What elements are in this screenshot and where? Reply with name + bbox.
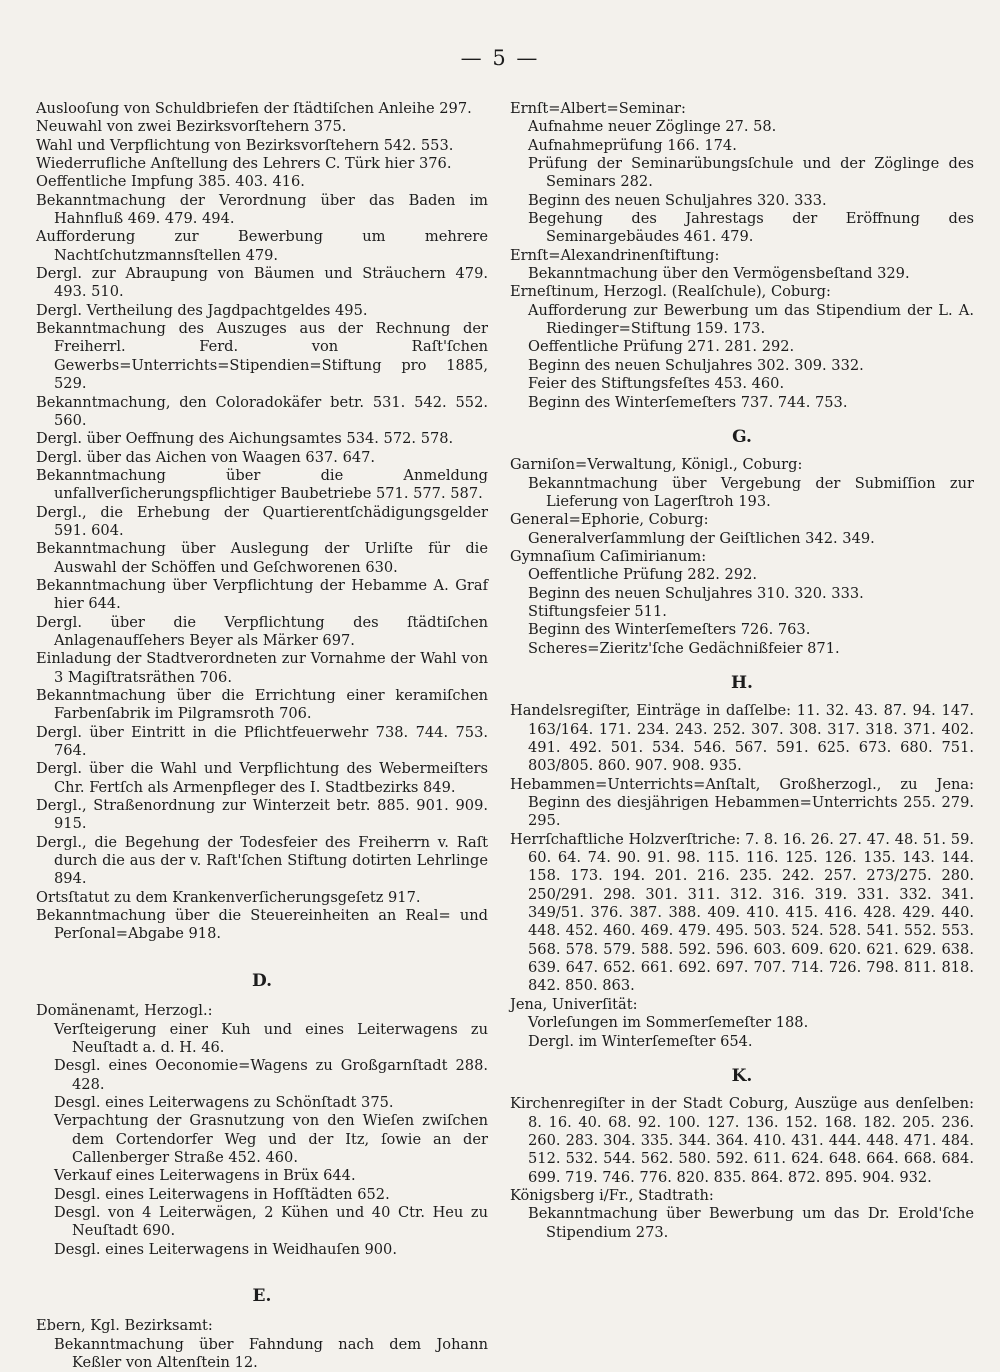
sub-entry: Beginn des neuen Schuljahres 302. 309. 332. bbox=[528, 356, 864, 374]
index-entry: Dergl., Straßenordnung zur Winterzeit betr. 885. 901. 909. 915. bbox=[36, 797, 488, 833]
sub-entry: Bekanntmachung über Fahndung nach dem Johann Keßler von Altenſtein 12. bbox=[54, 1335, 488, 1371]
sub-entry: Desgl. eines Leiterwagens zu Schönſtadt 375. bbox=[54, 1093, 394, 1111]
index-entry: Dergl. über Oeffnung des Aichungsamtes 534. 572. 578. bbox=[36, 430, 454, 448]
sub-entry: Bekanntmachung über den Vermögensbeſtand 329. bbox=[528, 265, 910, 283]
index-entry: Ortsſtatut zu dem Krankenverſicherungsgeſetz 917. bbox=[36, 888, 421, 906]
entry-heading: Gymnaſium Caſimirianum: bbox=[510, 547, 707, 565]
index-entry: Bekanntmachung über die Errichtung einer keramiſchen Farbenſabrik im Pilgramsroth 706. bbox=[36, 687, 488, 723]
section-letter-e: E. bbox=[252, 1285, 272, 1306]
sub-entry: Verkauf eines Leiterwagens in Brüx 644. bbox=[54, 1167, 356, 1185]
entry-heading: Königsberg i/Fr., Stadtrath: bbox=[510, 1186, 714, 1204]
sub-entry: Desgl. eines Oeconomie=Wagens zu Großgarnſtadt 288. 428. bbox=[54, 1057, 488, 1093]
index-entry: Auslooſung von Schuldbriefen der ſtädtiſchen Anleihe 297. bbox=[36, 100, 472, 117]
index-entry: Bekanntmachung des Auszuges aus der Rechnung der Freiherrl. Ferd. von Raſt'ſchen Gewerbs=Unterrichts=Stipendien=Stiftung pro 1885, 529. bbox=[36, 320, 488, 393]
sub-entry: Aufforderung zur Bewerbung um das Stipendium der L. A. Riedinger=Stiftung 159. 173. bbox=[528, 301, 974, 338]
sub-entry: Desgl. eines Leiterwagens in Weidhauſen 900. bbox=[54, 1240, 397, 1258]
index-entry: Dergl. Vertheilung des Jagdpachtgeldes 495. bbox=[36, 301, 368, 319]
index-entry: Oeffentliche Impfung 385. 403. 416. bbox=[36, 173, 305, 191]
index-entry: Herrſchaftliche Holzverſtriche: 7. 8. 16. 26. 27. 47. 48. 51. 59. 60. 64. 74. 90. 91. 98. 115. 116. 125. 126. 135. 143. 144. 158. 173. 194. 201. 216. 235. 242. 257. 273/275. 280. 250/291. 298. 301. 311. 312. 316. 319. 331. 332. 341. 349/51. 376. 387. 388. 409. 410. 415. 416. 428. 429. 440. 448. 452. 460. 469. 479. 495. 503. 524. 528. 541. 552. 553. 568. 578. 579. 588. 592. 596. 603. 609. 620. 621. 629. 638. 639. 647. 652. 661. 692. 697. 707. 714. 726. 798. 811. 818. 842. 850. 863. bbox=[510, 830, 974, 995]
index-entry: Dergl., die Erhebung der Quartierentſchädigungsgelder 591. 604. bbox=[36, 503, 488, 539]
index-entry: Dergl. über das Aichen von Waagen 637. 647. bbox=[36, 448, 376, 466]
index-entry: Handelsregiſter, Einträge in daſſelbe: 11. 32. 43. 87. 94. 147. 163/164. 171. 234. 243. 252. 307. 308. 317. 318. 371. 402. 491. 492. 501. 534. 546. 567. 591. 625. 673. 680. 751. 803/805. 860. 907. 908. 935. bbox=[510, 702, 974, 775]
sub-entry: Beginn des Winterſemeſters 726. 763. bbox=[528, 621, 811, 639]
sub-entry: Scheres=Zieritz'ſche Gedächnißfeier 871. bbox=[528, 639, 840, 657]
sub-entry: Bekanntmachung über Vergebung der Submiſſion zur Lieferung von Lagerſtroh 193. bbox=[528, 474, 974, 510]
section-a-entries bbox=[36, 100, 488, 944]
index-entry: Bekanntmachung der Verordnung über das Baden im Hahnfluß 469. 479. 494. bbox=[36, 191, 488, 228]
entry-heading: Erneſtinum, Herzogl. (Realſchule), Coburg: bbox=[510, 283, 831, 301]
section-letter-g: G. bbox=[732, 426, 752, 447]
sub-entry: Prüfung der Seminarübungsſchule und der Zöglinge des Seminars 282. bbox=[528, 155, 974, 191]
entry-heading: Ernſt=Alexandrinenſtiftung: bbox=[510, 246, 720, 264]
sub-entry: Dergl. im Winterſemeſter 654. bbox=[528, 1032, 753, 1050]
sub-entry: Desgl. eines Leiterwagens in Hofſtädten 652. bbox=[54, 1185, 390, 1203]
index-entry: Einladung der Stadtverordneten zur Vornahme der Wahl von 3 Magiſtratsräthen 706. bbox=[36, 650, 488, 686]
sub-entry: Vorleſungen im Sommerſemeſter 188. bbox=[528, 1014, 809, 1032]
index-entry: Bekanntmachung, den Coloradokäfer betr. 531. 542. 552. 560. bbox=[36, 393, 488, 429]
right-column bbox=[510, 100, 974, 1242]
section-letter-h: H. bbox=[731, 672, 753, 693]
sub-entry: Beginn des neuen Schuljahres 310. 320. 333. bbox=[528, 584, 864, 602]
section-letter-k: K. bbox=[731, 1065, 753, 1086]
sub-entry: Beginn des Winterſemeſters 737. 744. 753. bbox=[528, 393, 848, 411]
entry-heading: Jena, Univerſität: bbox=[510, 995, 638, 1013]
sub-entry: Begehung des Jahrestags der Eröffnung des Seminargebäudes 461. 479. bbox=[528, 210, 974, 246]
sub-entry: Feier des Stiftungsfeſtes 453. 460. bbox=[528, 375, 785, 393]
index-entry: Bekanntmachung über Auslegung der Urliſte für die Auswahl der Schöffen und Geſchworenen 630. bbox=[36, 540, 488, 576]
sub-entry: Oeffentliche Prüfung 282. 292. bbox=[528, 566, 758, 584]
entry-heading: Garniſon=Verwaltung, Königl., Coburg: bbox=[510, 456, 803, 474]
index-entry: Neuwahl von zwei Bezirksvorſtehern 375. bbox=[36, 118, 347, 136]
index-entry: Wiederrufliche Anſtellung des Lehrers C. Türk hier 376. bbox=[36, 155, 452, 173]
index-entry: Bekanntmachung über die Steuereinheiten an Real= und Perſonal=Abgabe 918. bbox=[36, 907, 488, 943]
section-letter-d: D. bbox=[251, 970, 273, 991]
index-entry: Dergl. über die Wahl und Verpflichtung des Webermeiſters Chr. Fertſch als Armenpfleger des I. Stadtbezirks 849. bbox=[36, 760, 488, 796]
entry-heading: Domänenamt, Herzogl.: bbox=[36, 1002, 213, 1020]
index-entry: Kirchenregiſter in der Stadt Coburg, Auszüge aus denſelben: 8. 16. 40. 68. 92. 100. 127. 136. 152. 168. 182. 205. 236. 260. 283. 304. 335. 344. 364. 410. 431. 444. 448. 471. 484. 512. 532. 544. 562. 580. 592. 611. 624. 648. 664. 668. 684. 699. 719. 746. 776. 820. 835. 864. 872. 895. 904. 932. bbox=[510, 1095, 974, 1186]
sub-entry: Verſteigerung einer Kuh und eines Leiterwagens zu Neuſtadt a. d. H. 46. bbox=[54, 1020, 488, 1056]
index-entry: Dergl., die Begehung der Todesfeier des Freiherrn v. Raſt durch die aus der v. Raſt'ſchen Stiftung dotirten Lehrlinge 894. bbox=[36, 833, 488, 888]
left-column bbox=[36, 100, 488, 1372]
sub-entry: Aufnahme neuer Zöglinge 27. 58. bbox=[528, 118, 777, 136]
sub-entry: Oeffentliche Prüfung 271. 281. 292. bbox=[528, 338, 795, 356]
entry-heading: General=Ephorie, Coburg: bbox=[510, 511, 709, 529]
entry-heading: Ernſt=Albert=Seminar: bbox=[510, 100, 686, 117]
sub-entry: Desgl. von 4 Leiterwägen, 2 Kühen und 40 Ctr. Heu zu Neuſtadt 690. bbox=[54, 1203, 488, 1240]
sub-entry: Bekanntmachung über Bewerbung um das Dr. Erold'ſche Stipendium 273. bbox=[528, 1205, 974, 1241]
index-entry: Dergl. über Eintritt in die Pflichtfeuerwehr 738. 744. 753. 764. bbox=[36, 723, 488, 760]
sub-entry: Generalverſammlung der Geiſtlichen 342. 349. bbox=[528, 529, 875, 547]
sub-entry: Aufnahmeprüfung 166. 174. bbox=[528, 136, 737, 154]
index-entry: Dergl. zur Abraupung von Bäumen und Sträuchern 479. 493. 510. bbox=[36, 265, 488, 301]
index-entry: Hebammen=Unterrichts=Anſtalt, Großherzogl., zu Jena: Beginn des diesjährigen Hebammen=Unterrichts 255. 279. 295. bbox=[510, 775, 974, 830]
index-entry: Dergl. über die Verpflichtung des ſtädtiſchen Anlagenaufſehers Beyer als Märker 697. bbox=[36, 613, 488, 649]
index-entry: Wahl und Verpflichtung von Bezirksvorſtehern 542. 553. bbox=[36, 136, 454, 154]
index-entry: Bekanntmachung über die Anmeldung unfallverſicherungspflichtiger Baubetriebe 571. 577. 587. bbox=[36, 466, 488, 503]
sub-entry: Beginn des neuen Schuljahres 320. 333. bbox=[528, 191, 827, 209]
page-number: — 5 — bbox=[460, 46, 540, 70]
sub-entry: Verpachtung der Grasnutzung von den Wieſen zwiſchen dem Cortendorfer Weg und der Itz, ſowie an der Callenberger Straße 452. 460. bbox=[54, 1112, 488, 1166]
sub-entry: Stiftungsfeier 511. bbox=[528, 602, 667, 620]
index-entry: Aufforderung zur Bewerbung um mehrere Nachtſchutzmannsſtellen 479. bbox=[36, 228, 488, 264]
entry-heading: Ebern, Kgl. Bezirksamt: bbox=[36, 1317, 213, 1335]
index-entry: Bekanntmachung über Verpflichtung der Hebamme A. Graf hier 644. bbox=[36, 576, 488, 613]
